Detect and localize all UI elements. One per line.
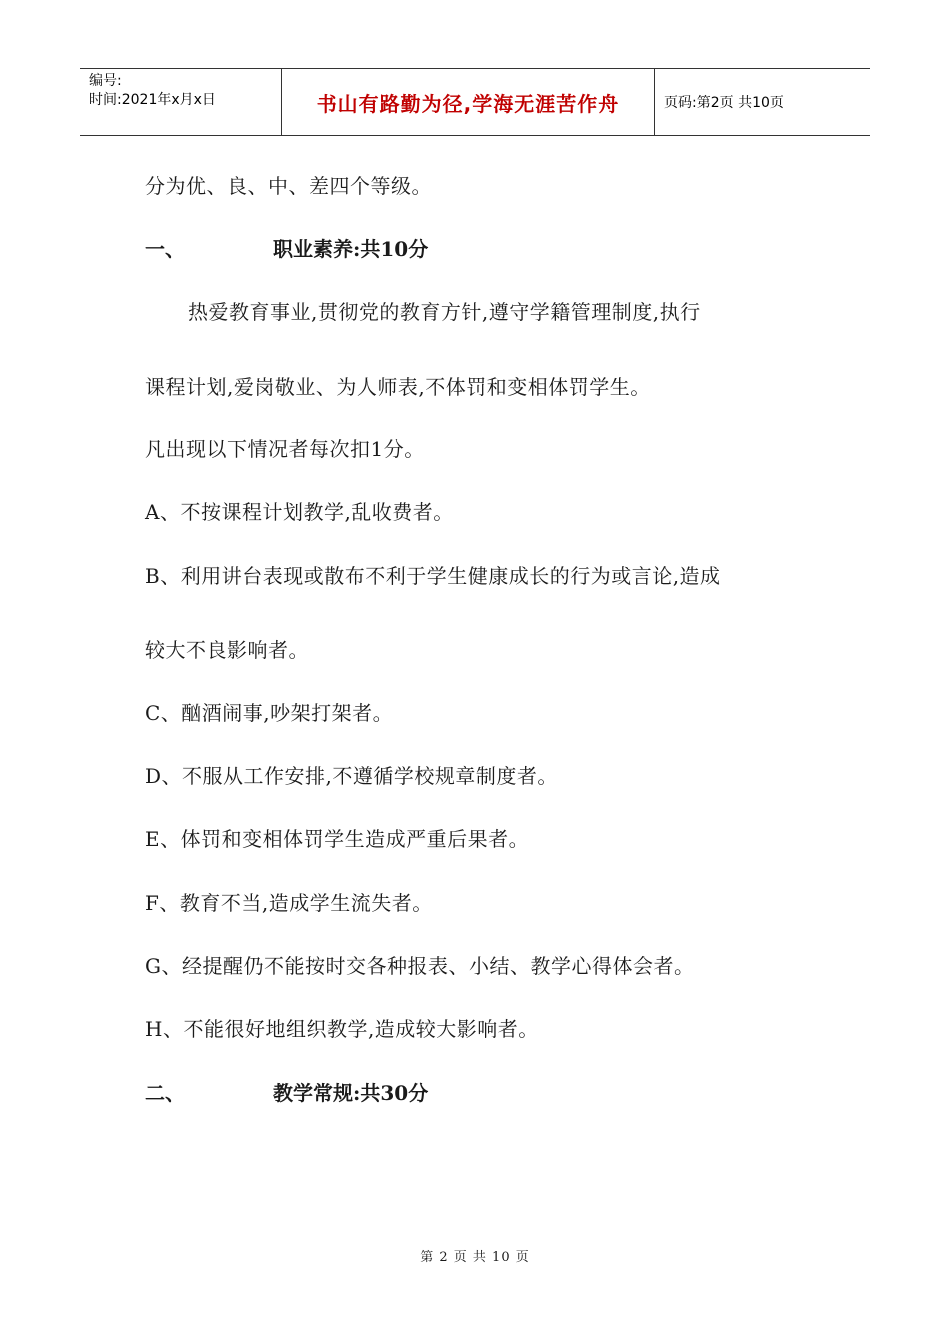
list-item: C、酗酒闹事,吵架打架者。 [145,701,394,725]
list-item: G、经提醒仍不能按时交各种报表、小结、教学心得体会者。 [145,954,695,978]
page-header [80,68,870,136]
page-footer: 第 2 页 共 10 页 [420,1250,530,1265]
list-item: D、不服从工作安排,不遵循学校规章制度者。 [145,764,558,788]
list-item: E、体罚和变相体罚学生造成严重后果者。 [145,827,530,851]
section-number: 二、 [145,1081,185,1105]
header-meta [80,69,282,135]
paragraph-line: 热爱教育事业,贯彻党的教育方针,遵守学籍管理制度,执行 [188,300,701,324]
header-time-label: 时间:2021年x月x日 [89,92,216,108]
paragraph-line: 课程计划,爱岗敬业、为人师表,不体罚和变相体罚学生。 [145,375,651,399]
list-item: F、教育不当,造成学生流失者。 [145,891,433,915]
section-title: 职业素养:共10分 [273,237,429,261]
section-number: 一、 [145,237,185,261]
intro-text: 分为优、良、中、差四个等级。 [145,174,432,198]
paragraph-text: 凡出现以下情况者每次扣1分。 [145,437,425,461]
section-title: 教学常规:共30分 [273,1081,429,1105]
header-motto: 书山有路勤为径,学海无涯苦作舟 [282,69,655,135]
header-page-info: 页码:第2页 共10页 [664,95,784,111]
section-heading-1 [145,233,428,262]
section-heading-2 [145,1077,428,1106]
list-item: A、不按课程计划教学,乱收费者。 [145,500,454,524]
list-item: H、不能很好地组织教学,造成较大影响者。 [145,1017,539,1041]
list-item: B、利用讲台表现或散布不利于学生健康成长的行为或言论,造成 [145,564,721,588]
list-item-continuation: 较大不良影响者。 [145,638,309,662]
header-number-label: 编号: [89,73,122,89]
